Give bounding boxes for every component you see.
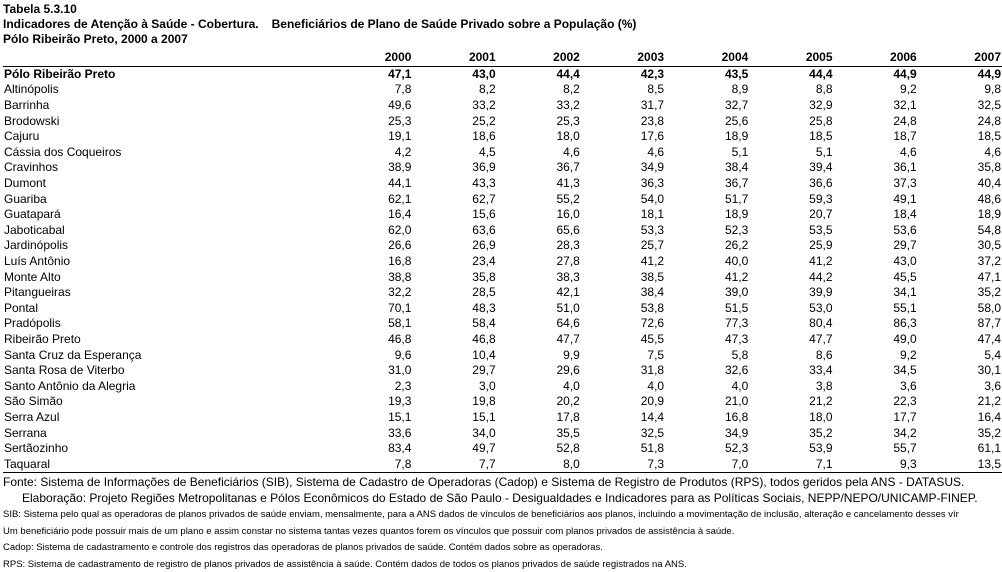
cell-value: 51,8 [581,441,665,457]
cell-value: 46,8 [412,332,496,348]
cell-value: 35,2 [918,425,1002,441]
cell-value: 30,1 [918,363,1002,379]
cell-value: 20,2 [497,394,581,410]
cell-value: 34,1 [834,285,918,301]
cell-value: 37,2 [918,254,1002,270]
cadop-note: Cadop: Sistema de cadastramento e controle dos registros das operadoras de planos privados de saúde. Contém dados sobre as operadoras. [3,540,1002,556]
cell-value: 15,6 [412,207,496,223]
rps-note: RPS: Sistema de cadastramento de registro de planos privados de assistência à saúde. Contém dados de todos os planos privados de saúde registrados na ANS. [3,557,1002,572]
cell-value: 54,8 [918,223,1002,239]
cell-value: 39,9 [749,285,833,301]
cell-value: 8,2 [412,82,496,98]
year-header: 2000 [328,50,412,66]
cell-value: 32,1 [834,98,918,114]
row-name: Monte Alto [3,269,328,285]
cell-value: 36,1 [834,160,918,176]
cell-value: 4,6 [834,145,918,161]
cell-value: 61,1 [918,441,1002,457]
cell-value: 9,2 [834,347,918,363]
table-row [3,176,1002,192]
cell-value: 44,4 [497,66,581,82]
cell-value: 5,1 [749,145,833,161]
table-row [3,394,1002,410]
cell-value: 43,5 [665,66,749,82]
metric-title: Beneficiários de Plano de Saúde Privado sobre a População (%) [272,17,637,32]
table-row [3,332,1002,348]
cell-value: 62,1 [328,191,412,207]
cell-value: 18,1 [581,207,665,223]
cell-value: 4,6 [918,145,1002,161]
cell-value: 53,9 [749,441,833,457]
cell-value: 51,7 [665,191,749,207]
cell-value: 38,5 [581,269,665,285]
cell-value: 18,9 [665,129,749,145]
cell-value: 39,0 [665,285,749,301]
cell-value: 47,3 [665,332,749,348]
cell-value: 7,8 [328,456,412,472]
cell-value: 32,5 [918,98,1002,114]
table-row [3,238,1002,254]
cell-value: 30,5 [918,238,1002,254]
cell-value: 24,8 [834,113,918,129]
cell-value: 34,0 [412,425,496,441]
table-row [3,254,1002,270]
cell-value: 34,9 [665,425,749,441]
cell-value: 9,6 [328,347,412,363]
row-name: Jardinópolis [3,238,328,254]
cell-value: 16,0 [497,207,581,223]
row-name: Barrinha [3,98,328,114]
source-note: Fonte: Sistema de Informações de Beneficiários (SIB), Sistema de Cadastro de Operadoras (Cadop) e Sistema de Registro de Produtos (RPS), todos geridos pela ANS - DATASUS. [3,474,1002,490]
row-name: Guariba [3,191,328,207]
table-row [3,82,1002,98]
cell-value: 16,4 [328,207,412,223]
cell-value: 9,8 [918,82,1002,98]
cell-value: 18,4 [834,207,918,223]
cell-value: 35,2 [918,285,1002,301]
cell-value: 58,0 [918,301,1002,317]
sib-note: SIB: Sistema pelo qual as operadoras de planos privados de saúde enviam, mensalmente, para a ANS dados de vínculos de beneficiários aos planos, incluindo a movimentação de inclusão, alteração e cancelamento desses vír [3,507,1002,523]
cell-value: 38,4 [665,160,749,176]
table-row [3,410,1002,426]
cell-value: 26,9 [412,238,496,254]
cell-value: 24,8 [918,113,1002,129]
row-name: Santa Rosa de Viterbo [3,363,328,379]
cell-value: 8,8 [749,82,833,98]
table-row [3,378,1002,394]
year-header: 2001 [412,50,496,66]
cell-value: 36,7 [665,176,749,192]
cell-value: 51,0 [497,301,581,317]
cell-value: 42,3 [581,66,665,82]
cell-value: 4,6 [581,145,665,161]
cell-value: 63,6 [412,223,496,239]
cell-value: 35,8 [918,160,1002,176]
table-subtitle: Pólo Ribeirão Preto, 2000 a 2007 [3,32,636,47]
cell-value: 7,7 [412,456,496,472]
cell-value: 36,6 [749,176,833,192]
cell-value: 25,6 [665,113,749,129]
cell-value: 55,1 [834,301,918,317]
cell-value: 31,0 [328,363,412,379]
cell-value: 32,6 [665,363,749,379]
cell-value: 62,0 [328,223,412,239]
table-row [3,113,1002,129]
cell-value: 49,7 [412,441,496,457]
cell-value: 5,4 [918,347,1002,363]
cell-value: 26,6 [328,238,412,254]
cell-value: 43,3 [412,176,496,192]
cell-value: 25,3 [328,113,412,129]
cell-value: 18,5 [749,129,833,145]
cell-value: 51,5 [665,301,749,317]
cell-value: 25,8 [749,113,833,129]
cell-value: 77,3 [665,316,749,332]
cell-value: 21,0 [665,394,749,410]
table-row [3,441,1002,457]
table-row [3,425,1002,441]
row-name: Altinópolis [3,82,328,98]
cell-value: 29,7 [412,363,496,379]
cell-value: 20,7 [749,207,833,223]
cell-value: 7,3 [581,456,665,472]
cell-value: 4,0 [581,378,665,394]
cell-value: 38,8 [328,269,412,285]
cell-value: 4,0 [665,378,749,394]
cell-value: 25,2 [412,113,496,129]
cell-value: 3,6 [834,378,918,394]
cell-value: 47,4 [918,332,1002,348]
cell-value: 48,6 [918,191,1002,207]
cell-value: 49,0 [834,332,918,348]
cell-value: 7,5 [581,347,665,363]
cell-value: 59,3 [749,191,833,207]
year-header: 2007 [918,50,1002,66]
row-name: Cravinhos [3,160,328,176]
cell-value: 4,5 [412,145,496,161]
cell-value: 21,2 [918,394,1002,410]
cell-value: 9,3 [834,456,918,472]
cell-value: 25,9 [749,238,833,254]
cell-value: 87,7 [918,316,1002,332]
cell-value: 52,3 [665,441,749,457]
cell-value: 8,9 [665,82,749,98]
cell-value: 28,5 [412,285,496,301]
cell-value: 47,7 [749,332,833,348]
cell-value: 37,3 [834,176,918,192]
header-row [3,50,1002,66]
cell-value: 28,3 [497,238,581,254]
cell-value: 55,2 [497,191,581,207]
cell-value: 38,4 [581,285,665,301]
cell-value: 41,2 [581,254,665,270]
row-name: Pitangueiras [3,285,328,301]
cell-value: 86,3 [834,316,918,332]
cell-value: 25,3 [497,113,581,129]
total-row [3,66,1002,82]
cell-value: 32,7 [665,98,749,114]
table-row [3,316,1002,332]
cell-value: 65,6 [497,223,581,239]
row-name: Santa Cruz da Esperança [3,347,328,363]
row-name: Pradópolis [3,316,328,332]
cell-value: 9,2 [834,82,918,98]
cell-value: 53,3 [581,223,665,239]
cell-value: 19,3 [328,394,412,410]
row-name: Dumont [3,176,328,192]
cell-value: 33,6 [328,425,412,441]
year-header: 2002 [497,50,581,66]
cell-value: 8,5 [581,82,665,98]
cell-value: 18,9 [918,207,1002,223]
cell-value: 20,9 [581,394,665,410]
cell-value: 70,1 [328,301,412,317]
cell-value: 3,0 [412,378,496,394]
cell-value: 62,7 [412,191,496,207]
cell-value: 32,2 [328,285,412,301]
table-row [3,98,1002,114]
cell-value: 5,8 [665,347,749,363]
cell-value: 7,8 [328,82,412,98]
table-titles [3,2,636,47]
cell-value: 35,8 [412,269,496,285]
cell-value: 8,6 [749,347,833,363]
table-row [3,347,1002,363]
cell-value: 31,8 [581,363,665,379]
cell-value: 40,4 [918,176,1002,192]
cell-value: 43,0 [834,254,918,270]
cell-value: 15,1 [328,410,412,426]
cell-value: 29,6 [497,363,581,379]
cell-value: 47,7 [497,332,581,348]
cell-value: 39,4 [749,160,833,176]
cell-value: 14,4 [581,410,665,426]
cell-value: 18,5 [918,129,1002,145]
cell-value: 38,9 [328,160,412,176]
title-line [3,17,636,32]
year-header: 2003 [581,50,665,66]
cell-value: 43,0 [412,66,496,82]
cell-value: 8,0 [497,456,581,472]
row-name: Pólo Ribeirão Preto [3,66,328,82]
cell-value: 32,5 [581,425,665,441]
cell-value: 27,8 [497,254,581,270]
cell-value: 41,3 [497,176,581,192]
cell-value: 7,0 [665,456,749,472]
cell-value: 34,2 [834,425,918,441]
row-name: Ribeirão Preto [3,332,328,348]
cell-value: 64,6 [497,316,581,332]
cell-value: 21,2 [749,394,833,410]
table-row [3,363,1002,379]
row-name: Serra Azul [3,410,328,426]
cell-value: 18,0 [497,129,581,145]
row-name: Taquaral [3,456,328,472]
table-row [3,456,1002,472]
cell-value: 26,2 [665,238,749,254]
cell-value: 58,4 [412,316,496,332]
footnotes [3,474,1002,572]
cell-value: 47,1 [328,66,412,82]
cell-value: 36,9 [412,160,496,176]
cell-value: 49,1 [834,191,918,207]
cell-value: 18,7 [834,129,918,145]
row-name: Santo Antônio da Alegria [3,378,328,394]
cell-value: 7,1 [749,456,833,472]
cell-value: 33,2 [412,98,496,114]
table-number: Tabela 5.3.10 [3,2,636,17]
header-blank [3,50,328,66]
elaboration-note: Elaboração: Projeto Regiões Metropolitanas e Pólos Econômicos do Estado de São Paulo - Desigualdades e Indicadores para as Políticas Sociais, NEPP/NEPO/UNICAMP-FINEP. [3,490,1002,506]
cell-value: 18,6 [412,129,496,145]
cell-value: 19,1 [328,129,412,145]
cell-value: 23,8 [581,113,665,129]
cell-value: 53,0 [749,301,833,317]
cell-value: 34,5 [834,363,918,379]
cell-value: 16,8 [328,254,412,270]
cell-value: 8,2 [497,82,581,98]
cell-value: 4,0 [497,378,581,394]
cell-value: 4,2 [328,145,412,161]
table-row [3,129,1002,145]
cell-value: 25,7 [581,238,665,254]
coverage-table [3,50,1002,473]
cell-value: 13,5 [918,456,1002,472]
cell-value: 3,6 [918,378,1002,394]
row-name: Cássia dos Coqueiros [3,145,328,161]
row-name: Guatapará [3,207,328,223]
indicator-title: Indicadores de Atenção à Saúde - Cobertura. [3,17,259,32]
table-row [3,301,1002,317]
cell-value: 33,2 [497,98,581,114]
cell-value: 33,4 [749,363,833,379]
row-name: São Simão [3,394,328,410]
cell-value: 15,1 [412,410,496,426]
cell-value: 5,1 [665,145,749,161]
cell-value: 52,3 [665,223,749,239]
cell-value: 29,7 [834,238,918,254]
cell-value: 34,9 [581,160,665,176]
cell-value: 35,2 [749,425,833,441]
cell-value: 46,8 [328,332,412,348]
cell-value: 55,7 [834,441,918,457]
table-row [3,191,1002,207]
cell-value: 10,4 [412,347,496,363]
cell-value: 49,6 [328,98,412,114]
row-name: Sertãozinho [3,441,328,457]
table-body [3,66,1002,472]
year-header: 2005 [749,50,833,66]
cell-value: 44,4 [749,66,833,82]
cell-value: 44,2 [749,269,833,285]
row-name: Cajuru [3,129,328,145]
cell-value: 32,9 [749,98,833,114]
cell-value: 36,7 [497,160,581,176]
cell-value: 58,1 [328,316,412,332]
cell-value: 17,8 [497,410,581,426]
table-row [3,269,1002,285]
cell-value: 72,6 [581,316,665,332]
cell-value: 35,5 [497,425,581,441]
cell-value: 18,9 [665,207,749,223]
cell-value: 18,0 [749,410,833,426]
cell-value: 23,4 [412,254,496,270]
cell-value: 52,8 [497,441,581,457]
cell-value: 44,9 [918,66,1002,82]
cell-value: 17,6 [581,129,665,145]
cell-value: 45,5 [581,332,665,348]
cell-value: 17,7 [834,410,918,426]
table-row [3,207,1002,223]
cell-value: 41,2 [665,269,749,285]
cell-value: 45,5 [834,269,918,285]
cell-value: 16,8 [665,410,749,426]
cell-value: 2,3 [328,378,412,394]
table-row [3,160,1002,176]
row-name: Serrana [3,425,328,441]
cell-value: 31,7 [581,98,665,114]
cell-value: 38,3 [497,269,581,285]
cell-value: 36,3 [581,176,665,192]
table-row [3,145,1002,161]
cell-value: 4,6 [497,145,581,161]
cell-value: 44,1 [328,176,412,192]
cell-value: 19,8 [412,394,496,410]
cell-value: 53,6 [834,223,918,239]
cell-value: 40,0 [665,254,749,270]
cell-value: 41,2 [749,254,833,270]
cell-value: 53,8 [581,301,665,317]
cell-value: 54,0 [581,191,665,207]
table-row [3,285,1002,301]
year-header: 2006 [834,50,918,66]
multiple-plans-note: Um beneficiário pode possuir mais de um plano e assim constar no sistema tantas vezes quantos forem os vínculos que possuir com planos privados de assistência à saúde. [3,524,1002,540]
cell-value: 9,9 [497,347,581,363]
cell-value: 80,4 [749,316,833,332]
cell-value: 83,4 [328,441,412,457]
table-row [3,223,1002,239]
cell-value: 3,8 [749,378,833,394]
cell-value: 48,3 [412,301,496,317]
row-name: Brodowski [3,113,328,129]
cell-value: 22,3 [834,394,918,410]
row-name: Jaboticabal [3,223,328,239]
row-name: Pontal [3,301,328,317]
cell-value: 47,1 [918,269,1002,285]
year-header: 2004 [665,50,749,66]
cell-value: 16,4 [918,410,1002,426]
row-name: Luís Antônio [3,254,328,270]
cell-value: 53,5 [749,223,833,239]
cell-value: 42,1 [497,285,581,301]
cell-value: 44,9 [834,66,918,82]
